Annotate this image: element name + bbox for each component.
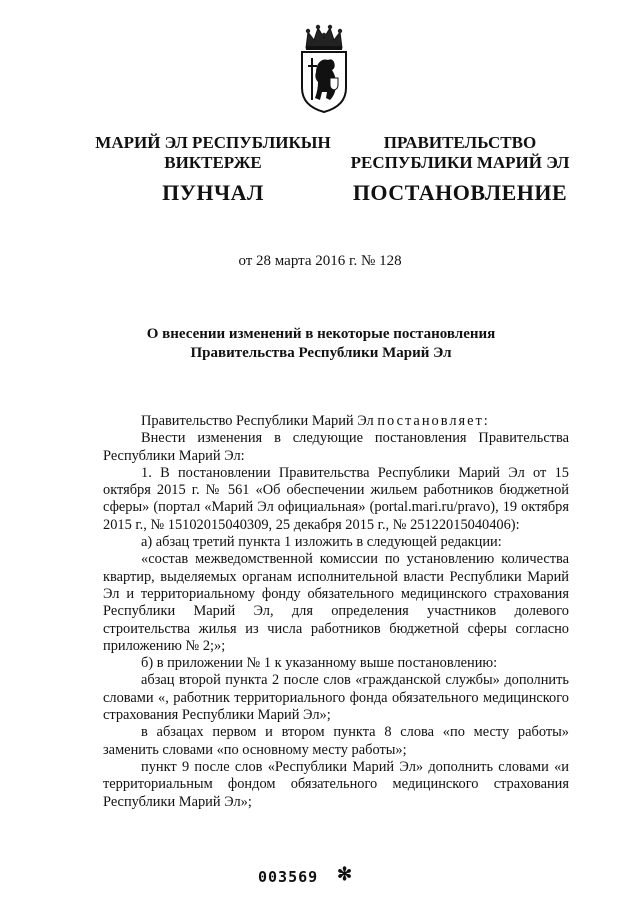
body-paragraph-7: в абзацах первом и втором пункта 8 слова «по месту работы» заменить словами «по основному месту работы»; — [103, 724, 569, 758]
body-paragraph-6: абзац второй пункта 2 после слов «гражданской службы» дополнить словами «, работник территориального фонда обязательного медицинского страхования Республики Марий Эл»; — [103, 672, 569, 724]
document-title — [96, 325, 546, 363]
body-paragraph-5: б) в приложении № 1 к указанному выше постановлению: — [141, 655, 498, 672]
footer-serial-number: 003569 — [258, 868, 319, 886]
body-intro-spaced: постановляет: — [377, 413, 490, 429]
document-title-line1: О внесении изменений в некоторые постановления — [146, 326, 496, 342]
body-paragraph-3: а) абзац третий пункта 1 изложить в следующей редакции: — [141, 534, 502, 551]
body-paragraph-1: Внести изменения в следующие постановления Правительства Республики Марий Эл: — [103, 430, 569, 464]
header-right-block — [340, 133, 580, 203]
header-left-line2: ВИКТЕРЖЕ — [164, 153, 262, 172]
body-paragraph-8: пункт 9 после слов «Республики Марий Эл» дополнить словами «и территориальным фондом обязательного медицинского страхования Республики Марий Эл»; — [103, 758, 569, 810]
header-left-block — [88, 133, 338, 203]
body-intro — [103, 413, 569, 430]
document-body — [103, 413, 569, 811]
header-right-title: ПОСТАНОВЛЕНИЕ — [352, 180, 568, 205]
header-right-line1: ПРАВИТЕЛЬСТВО — [383, 133, 537, 152]
header-left-title: ПУНЧАЛ — [162, 180, 264, 205]
header-right-line2: РЕСПУБЛИКИ МАРИЙ ЭЛ — [350, 153, 570, 172]
document-title-line2: Правительства Республики Марий Эл — [190, 345, 452, 361]
body-paragraph-4: «состав межведомственной комиссии по установлению количества квартир, выделяемых органам исполнительной власти Республики Марий Эл и территориальному фонду обязательного медицинского страхования Республики Марий Эл, для определения участников долевого строительства жилья из числа работников бюджетной сферы согласно приложению № 2;»; — [103, 551, 569, 654]
body-paragraph-2: 1. В постановлении Правительства Республики Марий Эл от 15 октября 2015 г. № 561 «Об обеспечении жильем работников бюджетной сферы» (портал «Марий Эл официальная» (portal.mari.ru/pravo), 19 октября 2015 г., № 15102015040309, 25 декабря 2015 г., № 25122015040406): — [103, 464, 569, 533]
footer-mark: ✻ — [337, 864, 353, 884]
body-intro-prefix: Правительство Республики Марий Эл — [141, 413, 378, 429]
document-date-number: от 28 марта 2016 г. № 128 — [238, 253, 402, 269]
header-left-line1: МАРИЙ ЭЛ РЕСПУБЛИКЫН — [95, 133, 331, 152]
coat-of-arms-emblem — [296, 22, 352, 114]
